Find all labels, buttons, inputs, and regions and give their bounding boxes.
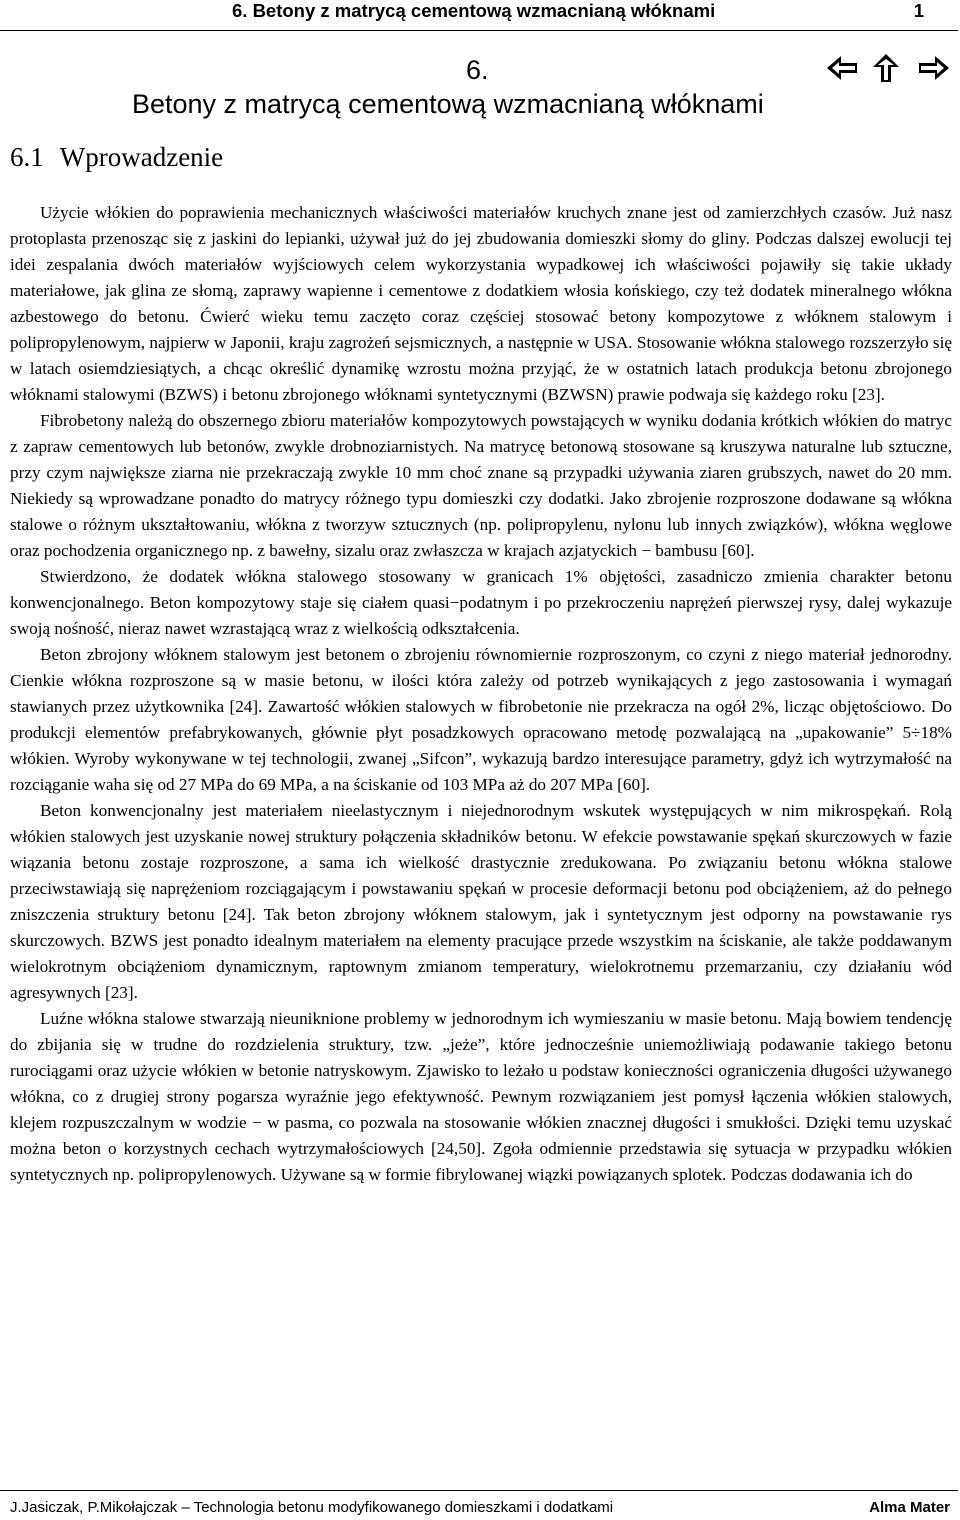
section-title: Wprowadzenie	[59, 142, 224, 172]
paragraph: Beton konwencjonalny jest materiałem nieelastycznym i niejednorodnym wskutek występujących w nim mikrospękań. Rolą włókien stalowych jest uzyskanie nowej struktury połączenia składników betonu. W efekcie powstawanie spękań skurczowych w fazie wiązania betonu zostaje rozproszone, a sama ich wielkość drastycznie zredukowana. Po związaniu betonu włókna stalowe przeciwstawiają się naprężeniom rozciągającym i powstawaniu spękań w procesie deformacji betonu pod obciążeniem, aż do pełnego zniszczenia struktury betonu [24]. Tak beton zbrojony włóknem stalowym, jak i syntetycznym jest odporny na powstawanie rys skurczowych. BZWS jest ponadto idealnym materiałem na elementy pracujące przede wszystkim na ściskanie, ale także poddawanym wielokrotnym obciążeniom dynamicznym, raptownym zmianom temperatury, wielokrotnemu przemarzaniu, czy działaniu wód agresywnych [23].	[10, 801, 952, 1002]
running-header-title: 6. Betony z matrycą cementową wzmacnianą włóknami	[232, 0, 716, 21]
section-number: 6.1	[10, 142, 44, 172]
footer-book-title: Technologia betonu modyfikowanego domieszkami i dodatkami	[193, 1499, 614, 1516]
paragraph: Beton zbrojony włóknem stalowym jest betonem o zbrojeniu równomiernie rozproszonym, co czyni z niego materiał jednorodny. Cienkie włókna rozproszone są w masie betonu, w ilości która zależy od potrzeb wynikających z jego zastosowania i wymagań stawianych przez użytkownika [24]. Zawartość włókien stalowych w fibrobetonie nie przekracza na ogół 2%, licząc objętościowo. Do produkcji elementów prefabrykowanych, głównie płyt posadzkowych opracowano metodę pozwalającą na „upakowanie” 5÷18% włókien. Wyroby wykonywane w tej technologii, zwanej „Sifcon”, wykazują bardzo interesujące parametry, gdyż ich wytrzymałość na rozciąganie waha się od 27 MPa do 69 MPa, a na ściskanie od 103 MPa aż do 207 MPa [60].	[10, 645, 952, 794]
footer-authors: J.Jasiczak, P.Mikołajczak	[10, 1499, 178, 1516]
navigation-arrows	[825, 53, 955, 85]
arrow-left-icon[interactable]	[825, 53, 859, 83]
paragraph: Luźne włókna stalowe stwarzają nieuniknione problemy w jednorodnym ich wymieszaniu w masie betonu. Mają bowiem tendencję do zbijania się w trudne do rozdzielenia struktury, tzw. „jeże”, które jednocześnie uniemożliwiają podawanie takiego betonu rurociągami oraz użycie włókien w betonie natryskowym. Zjawisko to leżało u podstaw konieczności ograniczenia długości używanego włókna, co z drugiej strony pogarsza wyraźnie jego efektywność. Pewnym rozwiązaniem jest pomysł łączenia włókien stalowych, klejem rozpuszczalnym w wodzie − w pasma, co pozwala na stosowanie włókien znacznej długości i smukłości. Dzięki temu uzyskać można beton o korzystnych cechach wytrzymałościowych [24,50]. Zgoła odmiennie przedstawia się sytuacja w przypadku włókien syntetycznych np. polipropylenowych. Używane są w formie fibrylowanej wiązki powiązanych splotek. Podczas dodawania ich do	[10, 1009, 952, 1184]
footer-publisher: Alma Mater	[869, 1499, 950, 1516]
page-number: 1	[913, 0, 924, 21]
paragraph: Fibrobetony należą do obszernego zbioru materiałów kompozytowych powstających w wyniku dodania krótkich włókien do matryc z zapraw cementowych lub betonów, zwykle drobnoziarnistych. Na matrycę betonową stosowane są kruszywa naturalne lub sztuczne, przy czym największe ziarna nie przekraczają zwykle 10 mm choć znane są przypadki używania ziaren grubszych, nawet do 20 mm. Niekiedy są wprowadzane ponadto do matrycy różnego typu domieszki czy dodatki. Jako zbrojenie rozproszone dodawane są włókna stalowe o różnym ukształtowaniu, włókna z tworzyw sztucznych (np. polipropylenu, nylonu lub innych związków), włókna węglowe oraz pochodzenia organicznego np. z bawełny, sizalu oraz zwłaszcza w krajach azjatyckich − bambusu [60].	[10, 411, 952, 560]
running-header	[0, 0, 958, 31]
footer-citation	[10, 1499, 613, 1516]
chapter-number: 6.	[466, 55, 489, 85]
arrow-up-icon[interactable]	[869, 53, 903, 83]
footer-separator: –	[181, 1499, 190, 1516]
chapter-title: Betony z matrycą cementową wzmacnianą włóknami	[132, 89, 764, 119]
arrow-right-icon[interactable]	[917, 53, 951, 83]
page-footer	[0, 1490, 958, 1520]
body-text	[10, 200, 952, 1188]
section-heading	[10, 142, 223, 173]
paragraph: Użycie włókien do poprawienia mechanicznych właściwości materiałów kruchych znane jest od zamierzchłych czasów. Już nasz protoplasta przenosząc się z jaskini do lepianki, używał już do jej zbudowania domieszki słomy do gliny. Podczas dalszej ewolucji tej idei zespalania dwóch materiałów wyjściowych celem wykorzystania wypadkowej ich właściwości pojawiły się takie układy materiałowe, jak glina ze słomą, zaprawy wapienne i cementowe z dodatkiem włosia końskiego, czy też dodatek mineralnego włókna azbestowego do betonu. Ćwierć wieku temu zaczęto coraz częściej stosować betony kompozytowe z włóknem stalowym i polipropylenowym, najpierw w Japonii, kraju zagrożeń sejsmicznych, a następnie w USA. Stosowanie włókna stalowego rozszerzyło się w latach osiemdziesiątych, a chcąc określić dynamikę wzrostu można przyjąć, że w ostatnich latach produkcja betonu zbrojonego włóknami stalowymi (BZWS) i betonu zbrojonego włóknami syntetycznymi (BZWSN) prawie podwaja się każdego roku [23].	[10, 203, 952, 404]
paragraph: Stwierdzono, że dodatek włókna stalowego stosowany w granicach 1% objętości, zasadniczo zmienia charakter betonu konwencjonalnego. Beton kompozytowy staje się ciałem quasi−podatnym i po przekroczeniu naprężeń pierwszej rysy, dalej wykazuje swoją nośność, nieraz nawet wzrastającą wraz z wielkością odkształcenia.	[10, 567, 952, 638]
